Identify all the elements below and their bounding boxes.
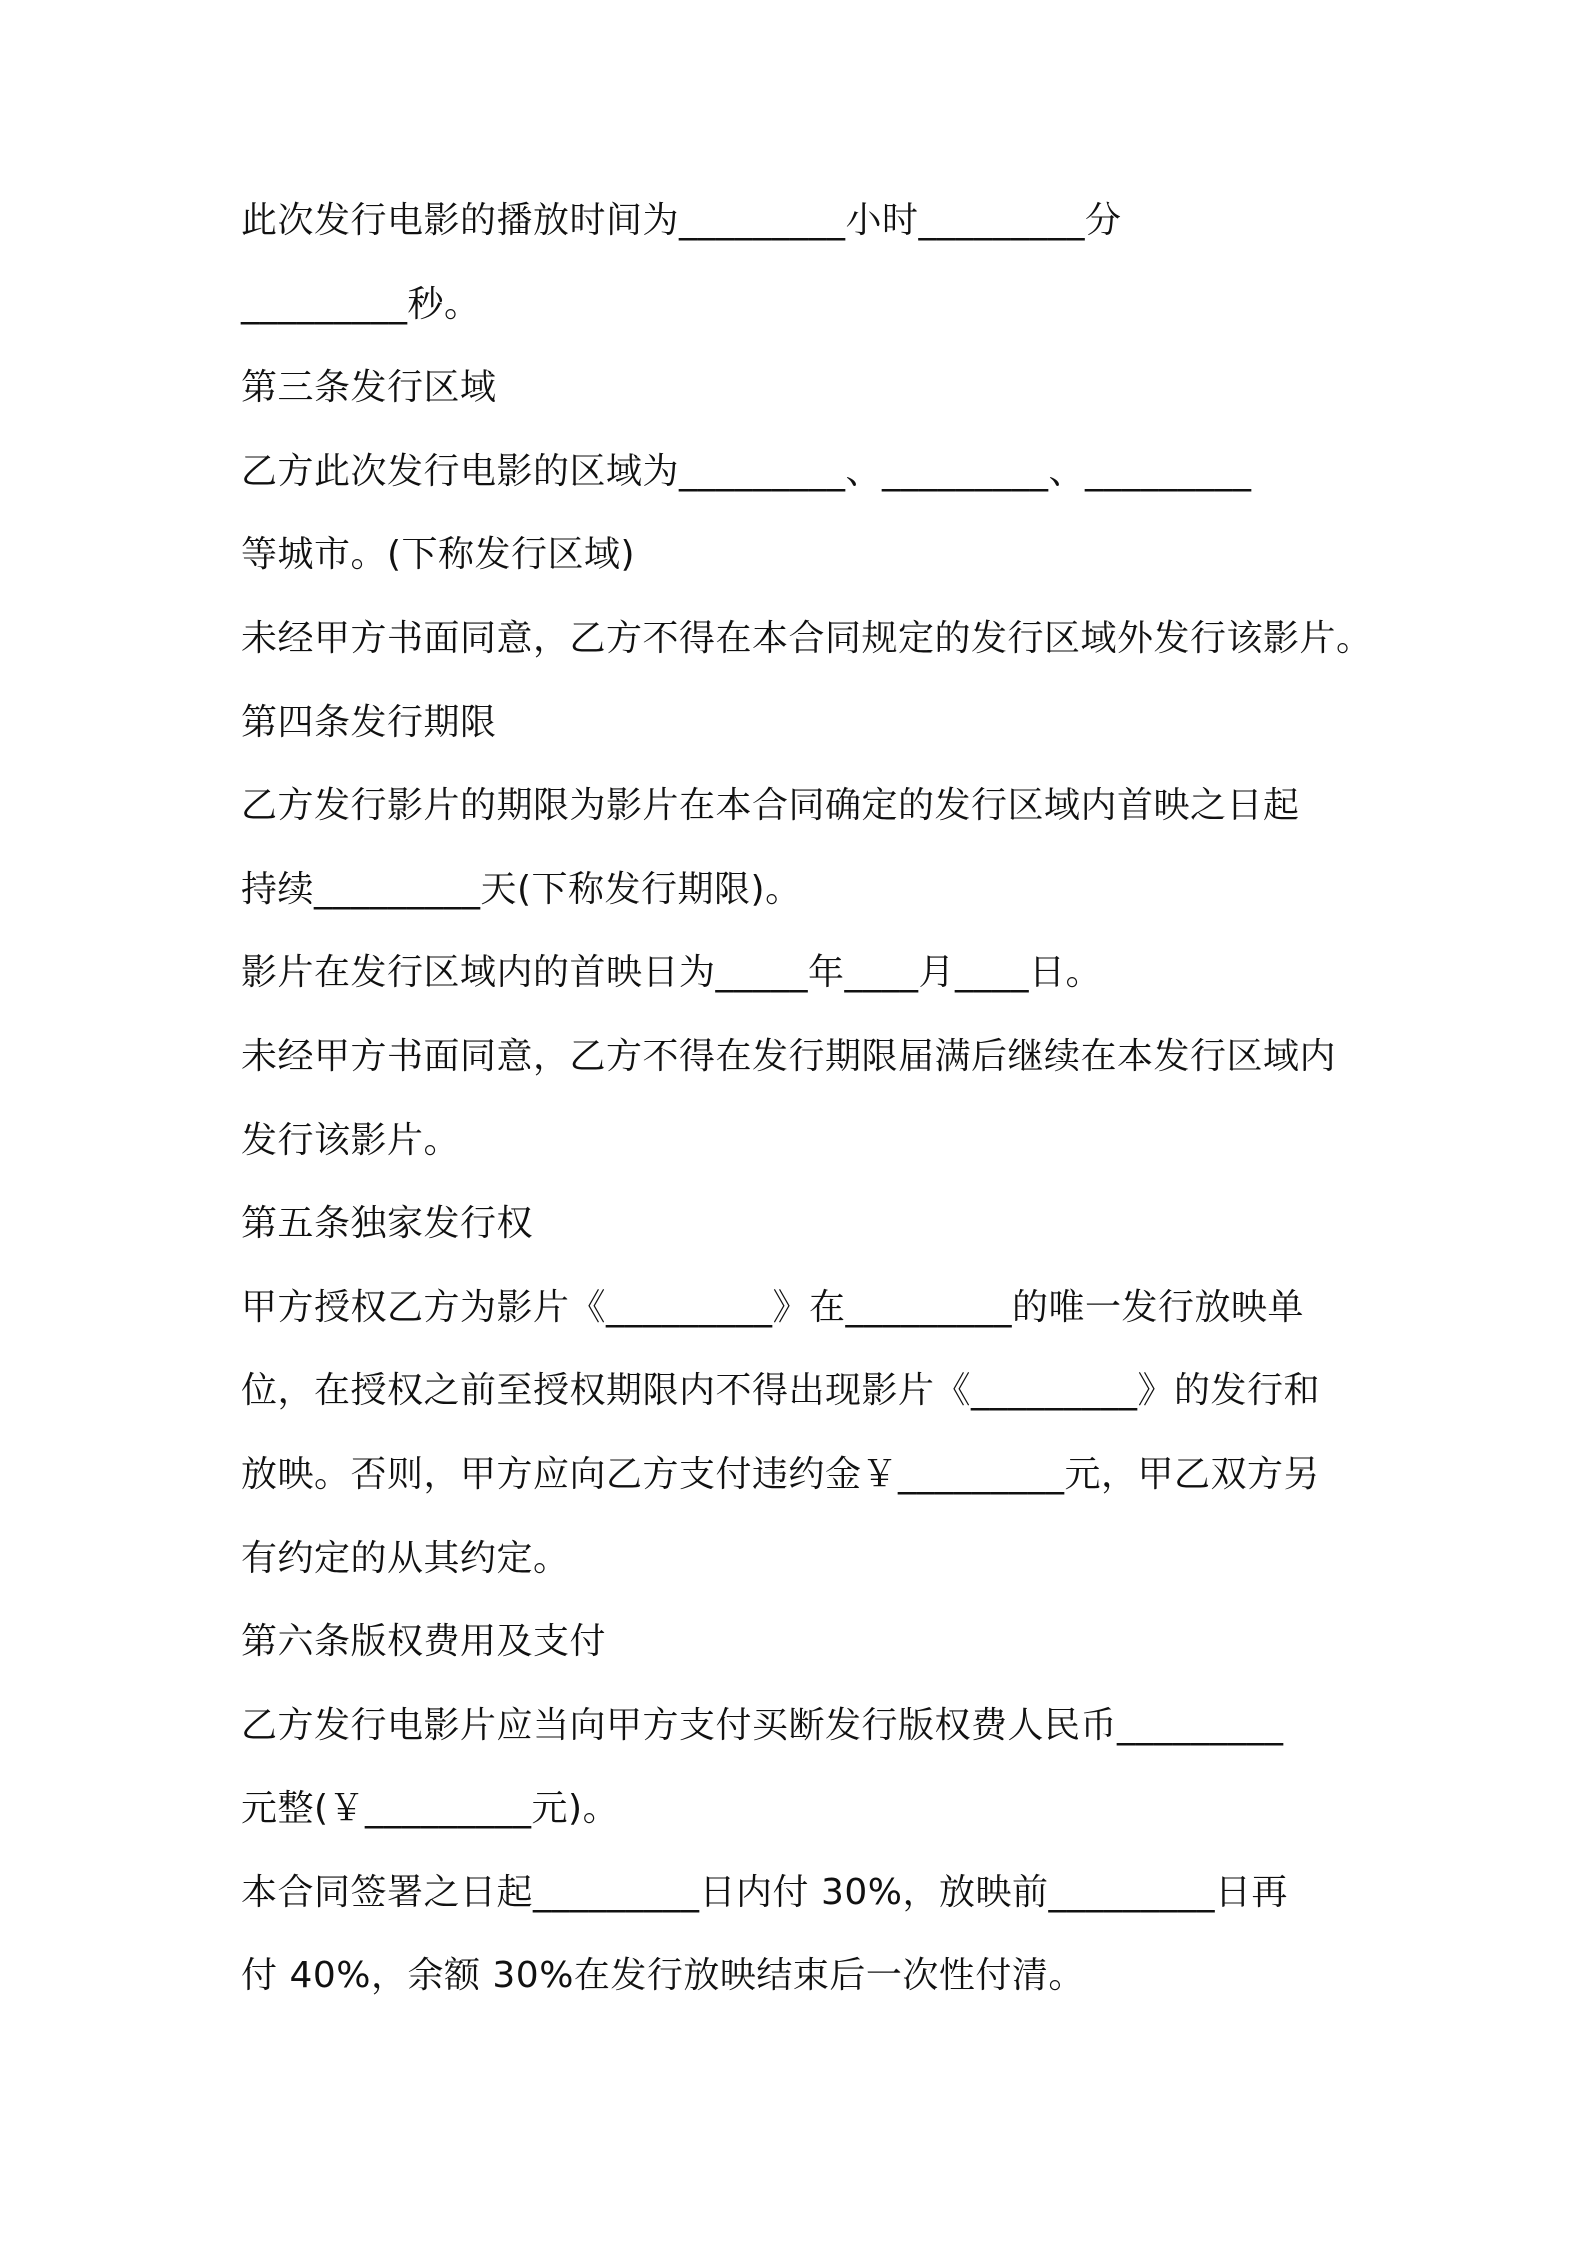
text-line: 未经甲方书面同意，乙方不得在本合同规定的发行区域外发行该影片。 bbox=[241, 617, 1373, 659]
text-line: 元整(￥_________元)。 bbox=[241, 1788, 620, 1830]
text-line: 此次发行电影的播放时间为_________小时_________分 bbox=[241, 200, 1122, 241]
text-line: 等城市。(下称发行区域) bbox=[241, 534, 636, 576]
text-line: 本合同签署之日起_________日内付 30%，放映前_________日再 bbox=[241, 1871, 1288, 1913]
text-line: 持续_________天(下称发行期限)。 bbox=[241, 868, 802, 910]
text-line: _________秒。 bbox=[241, 283, 481, 325]
text-line: 乙方此次发行电影的区域为_________、_________、_________ bbox=[241, 450, 1252, 492]
text-line: 付 40%，余额 30%在发行放映结束后一次性付清。 bbox=[241, 1955, 1085, 1997]
text-line: 位，在授权之前至授权期限内不得出现影片《_________》的发行和 bbox=[241, 1370, 1321, 1412]
text-line: 乙方发行电影片应当向甲方支付买断发行版权费人民币_________ bbox=[241, 1704, 1284, 1746]
text-line: 有约定的从其约定。 bbox=[241, 1537, 570, 1579]
text-line: 乙方发行影片的期限为影片在本合同确定的发行区域内首映之日起 bbox=[241, 785, 1300, 827]
section-heading: 第三条发行区域 bbox=[241, 367, 497, 409]
section-heading: 第四条发行期限 bbox=[241, 701, 497, 743]
text-line: 影片在发行区域内的首映日为_____年____月____日。 bbox=[241, 952, 1103, 994]
section-heading: 第五条独家发行权 bbox=[241, 1203, 534, 1245]
text-line: 发行该影片。 bbox=[241, 1119, 461, 1161]
text-line: 甲方授权乙方为影片《_________》在_________的唯一发行放映单 bbox=[241, 1286, 1305, 1328]
section-heading: 第六条版权费用及支付 bbox=[241, 1621, 607, 1663]
text-line: 未经甲方书面同意，乙方不得在发行期限届满后继续在本发行区域内 bbox=[241, 1035, 1337, 1077]
text-line: 放映。否则，甲方应向乙方支付违约金￥_________元，甲乙双方另 bbox=[241, 1453, 1321, 1495]
contract-body bbox=[241, 197, 1481, 2036]
